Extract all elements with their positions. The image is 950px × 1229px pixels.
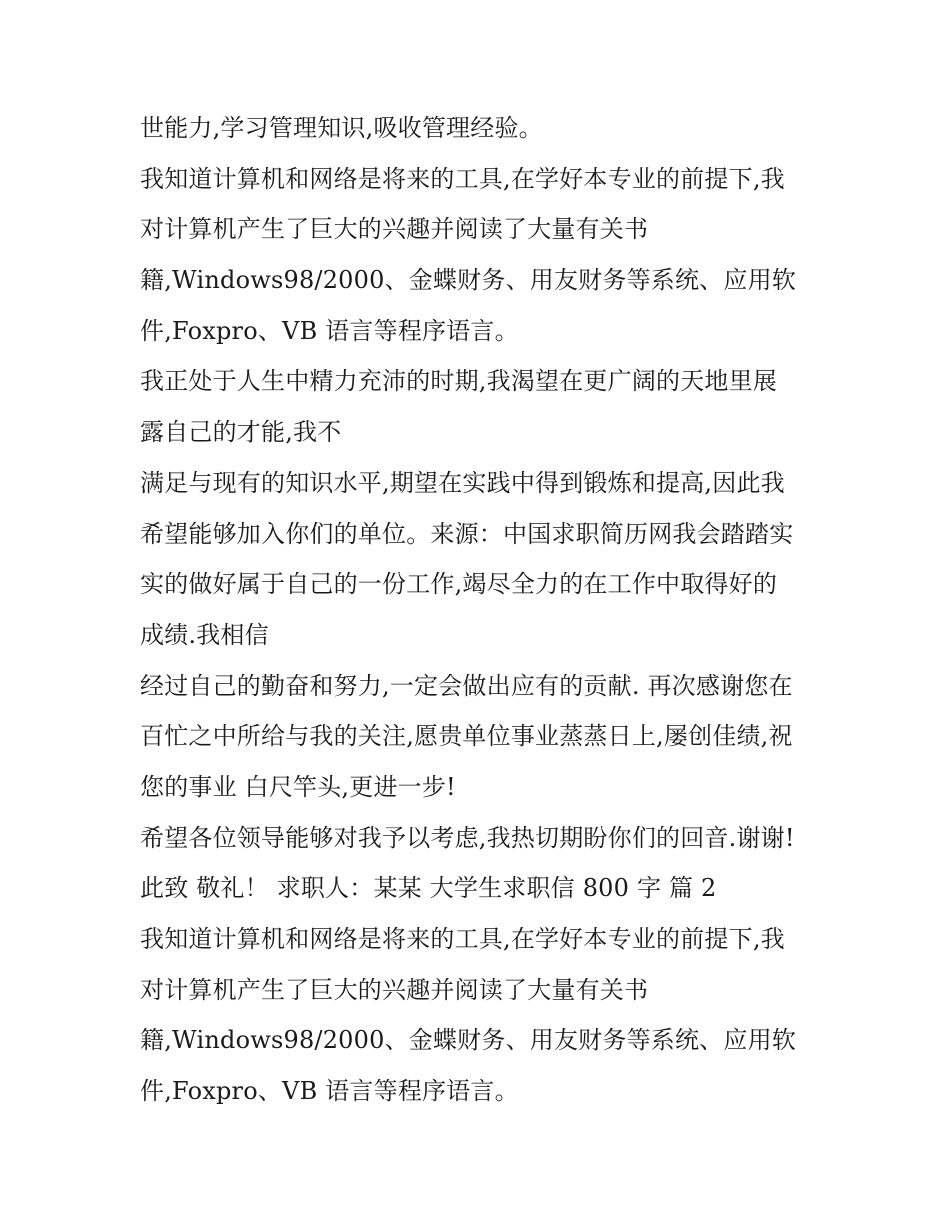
text-line: 此致 敬礼！ 求职人：某某 大学生求职信 800 字 篇 2: [140, 874, 717, 903]
text-line: 您的事业 白尺竿头,更进一步!: [140, 772, 456, 801]
text-line: 对计算机产生了巨大的兴趣并阅读了大量有关书: [140, 215, 649, 244]
text-line: 件,Foxpro、VB 语言等程序语言。: [140, 1077, 519, 1106]
text-line: 件,Foxpro、VB 语言等程序语言。: [140, 316, 519, 345]
text-line: 对计算机产生了巨大的兴趣并阅读了大量有关书: [140, 975, 649, 1004]
text-line: 露自己的才能,我不: [140, 418, 342, 447]
text-line: 经过自己的勤奋和努力,一定会做出应有的贡献. 再次感谢您在: [140, 671, 793, 700]
text-line: 籍,Windows98/2000、金蝶财务、用友财务等系统、应用软: [140, 266, 796, 295]
text-line: 希望各位领导能够对我予以考虑,我热切期盼你们的回音.谢谢!: [140, 823, 795, 852]
text-line: 世能力,学习管理知识,吸收管理经验。: [140, 114, 543, 142]
document-body: [140, 103, 840, 1117]
text-line: 实的做好属于自己的一份工作,竭尽全力的在工作中取得好的: [140, 570, 778, 599]
text-line: 百忙之中所给与我的关注,愿贵单位事业蒸蒸日上,屡创佳绩,祝: [140, 722, 793, 751]
text-line: 希望能够加入你们的单位。来源：中国求职简历网我会踏踏实: [140, 519, 794, 548]
text-line: 我知道计算机和网络是将来的工具,在学好本专业的前提下,我: [140, 925, 785, 953]
text-line: 成绩.我相信: [140, 620, 269, 649]
text-line: 我正处于人生中精力充沛的时期,我渴望在更广阔的天地里展: [140, 367, 778, 396]
text-line: 我知道计算机和网络是将来的工具,在学好本专业的前提下,我: [140, 164, 785, 193]
text-line: 籍,Windows98/2000、金蝶财务、用友财务等系统、应用软: [140, 1026, 796, 1055]
text-line: 满足与现有的知识水平,期望在实践中得到锻炼和提高,因此我: [140, 468, 785, 497]
